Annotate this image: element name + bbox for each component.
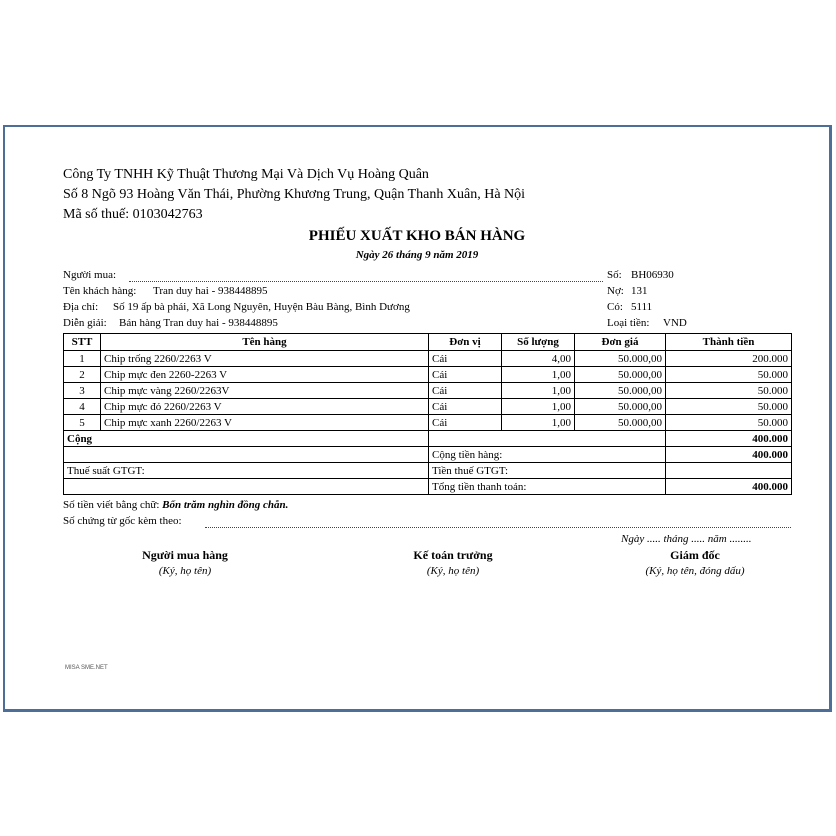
row-qty: 1,00 [502, 367, 575, 383]
software-mark: MISA SME.NET [65, 665, 108, 671]
currency-label: Loại tiền: [607, 317, 650, 329]
row-stt: 4 [64, 399, 101, 415]
row-name: Chip trống 2260/2263 V [101, 351, 429, 367]
customer-label: Tên khách hàng: [63, 285, 137, 297]
row-amount: 50.000 [666, 383, 792, 399]
so-value: BH06930 [631, 269, 674, 281]
row-qty: 1,00 [502, 399, 575, 415]
row-unit: Cái [429, 367, 502, 383]
vat-rate-label: Thuế suất GTGT: [64, 463, 429, 479]
header-name: Tên hàng [101, 334, 429, 351]
address-value: Số 19 ấp bà phái, Xã Long Nguyên, Huyện Bàu Bàng, Bình Dương [113, 301, 410, 313]
row-stt: 5 [64, 415, 101, 431]
amount-in-words [63, 499, 288, 511]
row-name: Chip mực đỏ 2260/2263 V [101, 399, 429, 415]
row-amount: 50.000 [666, 367, 792, 383]
header-stt: STT [64, 334, 101, 351]
company-address: Số 8 Ngõ 93 Hoàng Văn Thái, Phường Khương Trung, Quận Thanh Xuân, Hà Nội [63, 187, 526, 202]
row-unit: Cái [429, 351, 502, 367]
row-unit: Cái [429, 415, 502, 431]
currency-value: VND [663, 317, 687, 329]
no-label: Nợ: [607, 285, 624, 297]
company-name: Công Ty TNHH Kỹ Thuật Thương Mại Và Dịch Vụ Hoàng Quân [63, 167, 429, 182]
sum-row [64, 431, 792, 447]
row-price: 50.000,00 [575, 399, 666, 415]
document-title: PHIẾU XUẤT KHO BÁN HÀNG [308, 228, 526, 244]
description-value: Bán hàng Tran duy hai - 938448895 [119, 317, 278, 329]
table-row [64, 399, 792, 415]
row-stt: 1 [64, 351, 101, 367]
sum-label: Cộng [64, 431, 429, 447]
subtotal-value: 400.000 [666, 447, 792, 463]
words-value: Bốn trăm nghìn đồng chẵn. [162, 499, 289, 511]
row-name: Chip mực vàng 2260/2263V [101, 383, 429, 399]
table-row [64, 367, 792, 383]
director-sign-sub: (Ký, họ tên, đóng dấu) [645, 565, 745, 577]
subtotal-label: Cộng tiền hàng: [429, 447, 666, 463]
header-amount: Thành tiền [666, 334, 792, 351]
row-qty: 1,00 [502, 415, 575, 431]
row-unit: Cái [429, 383, 502, 399]
so-label: Số: [607, 269, 622, 281]
attach-dotted-line [205, 527, 791, 528]
tax-label: Mã số thuế: [63, 207, 130, 222]
attach-label: Số chứng từ gốc kèm theo: [63, 515, 182, 527]
header-unit: Đơn vị [429, 334, 502, 351]
accountant-sign-title: Kế toán trưởng [413, 548, 493, 562]
table-header-row [64, 334, 792, 351]
accountant-sign-sub: (Ký, họ tên) [426, 565, 480, 577]
no-value: 131 [631, 285, 648, 297]
row-unit: Cái [429, 399, 502, 415]
row-amount: 50.000 [666, 399, 792, 415]
row-stt: 2 [64, 367, 101, 383]
sign-date-line: Ngày ..... tháng ..... năm ........ [621, 533, 752, 545]
header-price: Đơn giá [575, 334, 666, 351]
grand-total-row [64, 479, 792, 495]
buyer-dotted-line [129, 281, 603, 282]
row-qty: 4,00 [502, 351, 575, 367]
buyer-sign-title: Người mua hàng [142, 548, 228, 562]
co-label: Có: [607, 301, 623, 313]
row-price: 50.000,00 [575, 367, 666, 383]
company-tax [63, 205, 203, 225]
row-stt: 3 [64, 383, 101, 399]
table-row [64, 351, 792, 367]
row-name: Chip mực xanh 2260/2263 V [101, 415, 429, 431]
document-date: Ngày 26 tháng 9 năm 2019 [355, 249, 479, 261]
buyer-label: Người mua: [63, 269, 117, 281]
document-frame [3, 125, 832, 712]
description-label: Diễn giải: [63, 317, 107, 329]
row-amount: 200.000 [666, 351, 792, 367]
header-qty: Số lượng [502, 334, 575, 351]
sum-value: 400.000 [666, 431, 792, 447]
words-label: Số tiền viết bằng chữ: [63, 499, 160, 511]
grand-total-label: Tổng tiền thanh toán: [429, 479, 666, 495]
subtotal-row [64, 447, 792, 463]
row-price: 50.000,00 [575, 415, 666, 431]
table-row [64, 383, 792, 399]
address-label: Địa chỉ: [63, 301, 99, 313]
grand-total-value: 400.000 [666, 479, 792, 495]
customer-value: Tran duy hai - 938448895 [153, 285, 268, 297]
buyer-sign-sub: (Ký, họ tên) [158, 565, 212, 577]
director-sign-title: Giám đốc [670, 548, 720, 562]
row-price: 50.000,00 [575, 351, 666, 367]
items-table [63, 333, 792, 495]
tax-code: 0103042763 [132, 207, 203, 222]
co-value: 5111 [631, 301, 653, 313]
table-row [64, 415, 792, 431]
row-amount: 50.000 [666, 415, 792, 431]
row-name: Chip mực đen 2260-2263 V [101, 367, 429, 383]
row-qty: 1,00 [502, 383, 575, 399]
vat-row [64, 463, 792, 479]
row-price: 50.000,00 [575, 383, 666, 399]
vat-amount-label: Tiền thuế GTGT: [429, 463, 666, 479]
